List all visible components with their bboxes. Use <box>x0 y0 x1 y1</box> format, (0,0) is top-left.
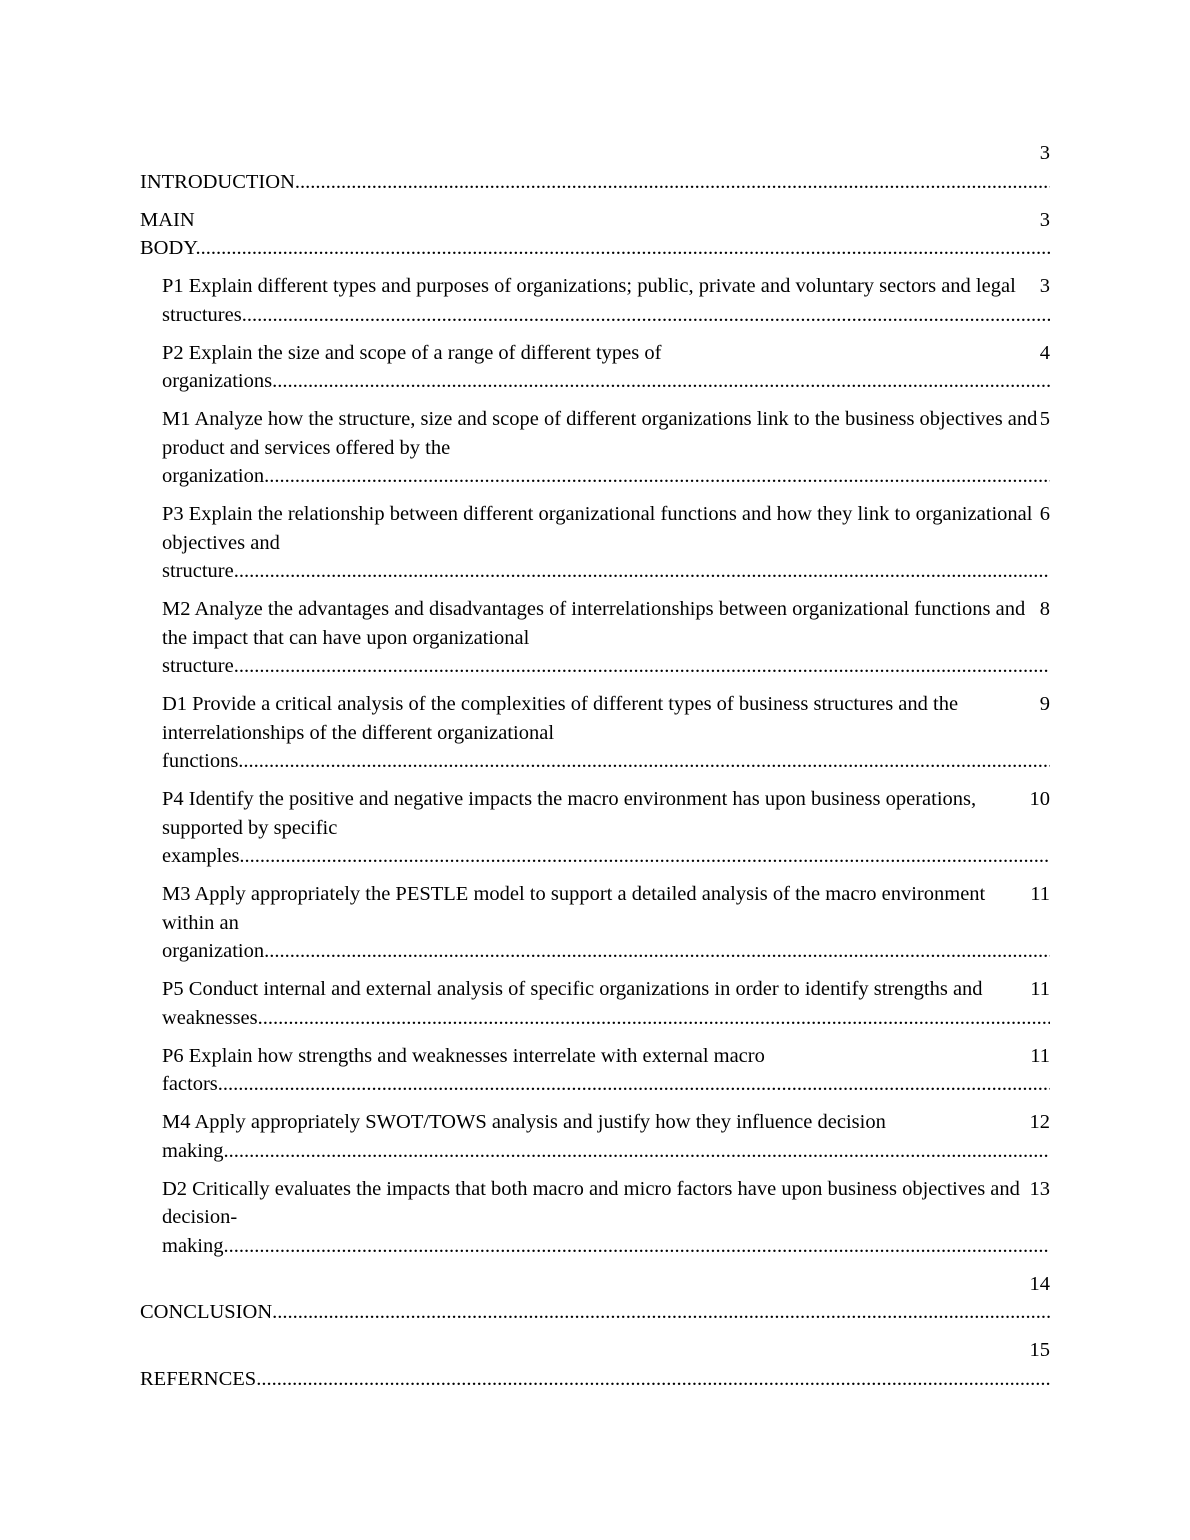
toc-entry-title: P1 Explain different types and purposes of organizations; public, private and voluntary sectors and legal structures. ..... <box>162 275 1050 326</box>
toc-page-number: 5 <box>1040 405 1050 434</box>
toc-entry-title: P3 Explain the relationship between different organizational functions and how they link to organizational objectives and structure. ..... <box>162 503 1050 582</box>
toc-entry-main-body[interactable] <box>140 206 1050 263</box>
toc-page-number: 4 <box>1040 339 1050 368</box>
toc-entry-d2[interactable] <box>140 1175 1050 1261</box>
toc-page-number: 11 <box>1030 1042 1050 1071</box>
toc-entry-d1[interactable] <box>140 690 1050 776</box>
toc-entry-p6[interactable] <box>140 1042 1050 1099</box>
toc-entry-title: REFERNCES ..... <box>140 1368 1050 1390</box>
toc-entry-title: M4 Apply appropriately SWOT/TOWS analysis and justify how they influence decision making. ..... <box>162 1111 1050 1162</box>
toc-entry-title: CONCLUSION ..... <box>140 1301 1050 1323</box>
toc-page-number: 11 <box>1030 880 1050 909</box>
toc-entry-p2[interactable] <box>140 339 1050 396</box>
toc-page-number: 10 <box>1030 785 1051 814</box>
toc-page-number: 13 <box>1030 1175 1051 1204</box>
toc-entry-m1[interactable] <box>140 405 1050 491</box>
toc-entry-title: D2 Critically evaluates the impacts that both macro and micro factors have upon business objectives and decision-making. ..... <box>162 1178 1050 1257</box>
toc-page-number: 9 <box>1040 690 1050 719</box>
toc-entry-p5[interactable] <box>140 975 1050 1032</box>
toc-entry-title: INTRODUCTION ..... <box>140 171 1050 193</box>
toc-entry-m2[interactable] <box>140 595 1050 681</box>
toc-page-number: 14 <box>1030 1270 1051 1299</box>
toc-entry-p3[interactable] <box>140 500 1050 586</box>
toc-page-number: 6 <box>1040 500 1050 529</box>
toc-entry-references[interactable] <box>140 1336 1050 1393</box>
toc-page-number: 15 <box>1030 1336 1051 1365</box>
table-of-contents <box>140 139 1050 1403</box>
toc-entry-title: M3 Apply appropriately the PESTLE model to support a detailed analysis of the macro environment within an organization. ..... <box>162 883 1050 962</box>
toc-entry-title: D1 Provide a critical analysis of the complexities of different types of business structures and the interrelationships of the different organizational functions. ..... <box>162 693 1050 772</box>
toc-entry-title: P2 Explain the size and scope of a range of different types of organizations. ..... <box>162 342 1050 393</box>
toc-entry-p4[interactable] <box>140 785 1050 871</box>
toc-entry-introduction[interactable] <box>140 139 1050 196</box>
toc-page-number: 8 <box>1040 595 1050 624</box>
toc-entry-m3[interactable] <box>140 880 1050 966</box>
toc-entry-title: M2 Analyze the advantages and disadvantages of interrelationships between organizational functions and the impact that can have upon organizational structure. ..... <box>162 598 1050 677</box>
toc-entry-m4[interactable] <box>140 1108 1050 1165</box>
toc-entry-conclusion[interactable] <box>140 1270 1050 1327</box>
toc-entry-title: M1 Analyze how the structure, size and scope of different organizations link to the business objectives and product and services offered by the organization. ..... <box>162 408 1050 487</box>
toc-page-number: 3 <box>1040 139 1050 168</box>
toc-entry-title: MAIN BODY ..... <box>140 209 1050 260</box>
toc-page-number: 3 <box>1040 206 1050 235</box>
toc-page-number: 11 <box>1030 975 1050 1004</box>
toc-entry-p1[interactable] <box>140 272 1050 329</box>
toc-entry-title: P5 Conduct internal and external analysis of specific organizations in order to identify strengths and weaknesses. ..... <box>162 978 1050 1029</box>
toc-entry-title: P6 Explain how strengths and weaknesses interrelate with external macro factors ..... <box>162 1045 1050 1096</box>
toc-page-number: 3 <box>1040 272 1050 301</box>
toc-entry-title: P4 Identify the positive and negative impacts the macro environment has upon business operations, supported by specific examples. ..... <box>162 788 1050 867</box>
toc-page-number: 12 <box>1030 1108 1051 1137</box>
